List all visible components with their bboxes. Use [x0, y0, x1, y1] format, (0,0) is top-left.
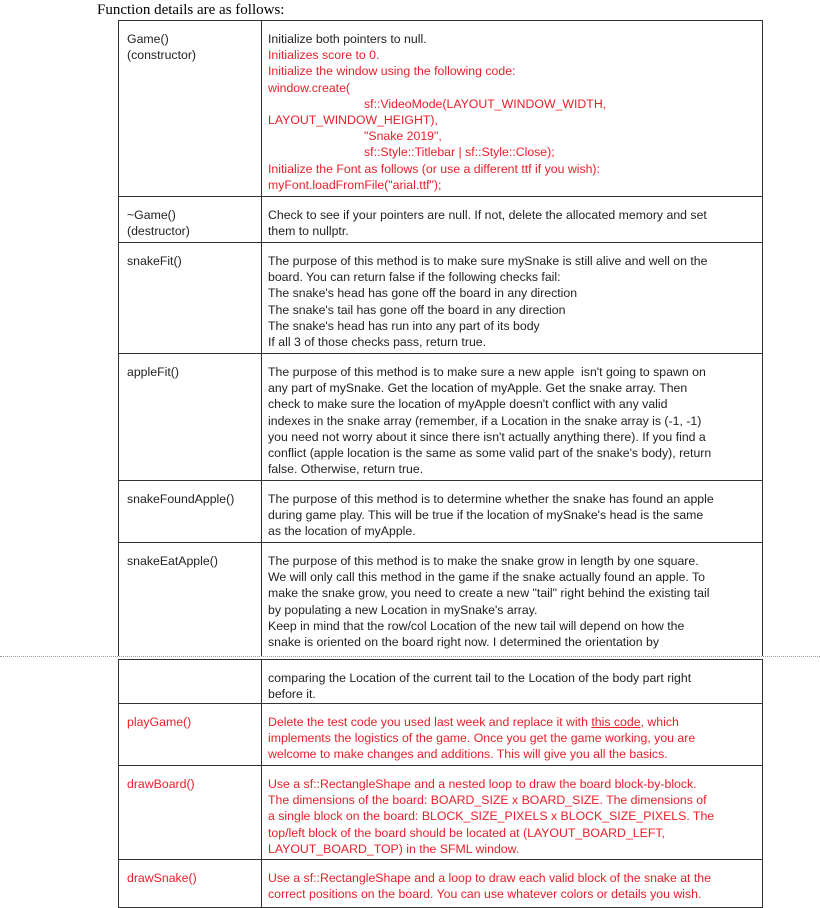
- function-name-cell: [119, 197, 262, 242]
- description-line: [268, 285, 756, 301]
- function-name-cell: [119, 21, 262, 196]
- description-line: [268, 792, 756, 808]
- description-text: you need not worry about it since there isn't actually anything there). If you find a: [268, 429, 706, 444]
- function-description-cell: [262, 860, 762, 907]
- function-description-cell: [262, 766, 762, 859]
- function-name-cell: [119, 704, 262, 765]
- description-text: implements the logistics of the game. Once you get the game working, you are: [268, 731, 696, 746]
- description-text: Use a sf::RectangleShape and a nested loop to draw the board block-by-block.: [268, 777, 697, 791]
- description-line: [268, 808, 756, 824]
- description-line: [268, 569, 756, 585]
- description-line: [268, 445, 756, 461]
- description-line: [268, 380, 756, 396]
- description-text: sf::Style::Titlebar | sf::Style::Close);: [364, 145, 555, 160]
- description-text: window.create(: [268, 80, 351, 95]
- function-name-text: drawSnake(): [127, 871, 197, 885]
- description-text: The purpose of this method is to make sure mySnake is still alive and well on the: [268, 254, 708, 268]
- description-text: as the location of myApple.: [268, 524, 416, 539]
- description-line: [268, 223, 756, 239]
- description-text: LAYOUT_WINDOW_HEIGHT),: [268, 113, 438, 128]
- description-text: Check to see if your pointers are null. If not, delete the allocated memory and set: [268, 208, 707, 222]
- description-text: , which: [640, 715, 679, 729]
- description-text: check to make sure the location of myApple doesn't conflict with any valid: [268, 397, 668, 412]
- description-line: [268, 553, 756, 569]
- function-name-text: snakeFoundApple(): [127, 492, 235, 506]
- description-line: [268, 396, 756, 412]
- description-line: [268, 714, 756, 730]
- description-text: any part of mySnake. Get the location of myApple. Get the snake array. Then: [268, 381, 688, 396]
- description-line: [268, 746, 756, 762]
- function-name-text: Game(): [127, 32, 169, 46]
- table-row: [118, 543, 763, 656]
- description-text: before it.: [268, 687, 316, 702]
- description-line: [268, 302, 756, 318]
- description-line: [268, 585, 756, 601]
- table-row: [118, 481, 763, 543]
- description-line: [268, 96, 756, 112]
- description-line: [268, 870, 756, 886]
- description-line: [268, 80, 756, 96]
- description-line: [268, 364, 756, 380]
- description-text: correct positions on the board. You can use whatever colors or details you wish.: [268, 887, 702, 902]
- description-line: [268, 507, 756, 523]
- description-line: [268, 413, 756, 429]
- description-text: false. Otherwise, return true.: [268, 462, 424, 477]
- function-description-cell: [262, 543, 762, 656]
- description-line: [268, 825, 756, 841]
- function-name-text: appleFit(): [127, 365, 179, 379]
- function-name-text: snakeFit(): [127, 254, 182, 268]
- description-line: [268, 31, 756, 47]
- description-text: Keep in mind that the row/col Location of the new tail will depend on how the: [268, 618, 685, 633]
- description-line: [268, 177, 756, 193]
- function-description-cell: [262, 197, 762, 242]
- description-line: [268, 776, 756, 792]
- table-row: [118, 243, 763, 354]
- description-text: We will only call this method in the game if the snake actually found an apple. To: [268, 570, 706, 585]
- function-name-text: ~Game(): [127, 208, 176, 222]
- table-row: [118, 860, 763, 908]
- description-line: [268, 429, 756, 445]
- description-line: [268, 334, 756, 350]
- description-text: Initialize the Font as follows (or use a different ttf if you wish):: [268, 161, 600, 176]
- description-text: Initialize the window using the following code:: [268, 64, 516, 79]
- description-text: LAYOUT_BOARD_TOP) in the SFML window.: [268, 841, 520, 856]
- description-line: [268, 461, 756, 477]
- table-row: [118, 704, 763, 766]
- description-line: [268, 63, 756, 79]
- function-name-cell: [119, 543, 262, 656]
- description-line: [268, 886, 756, 902]
- description-line: [268, 602, 756, 618]
- section-heading: Function details are as follows:: [97, 2, 285, 18]
- description-text: welcome to make changes and additions. This will give you all the basics.: [268, 747, 668, 762]
- description-line: [268, 670, 756, 686]
- description-text: comparing the Location of the current tail to the Location of the body part right: [268, 671, 692, 685]
- description-text: The snake's head has gone off the board in any direction: [268, 286, 578, 301]
- description-text: Initializes score to 0.: [268, 48, 380, 63]
- function-name-cell: [119, 766, 262, 859]
- function-name-cell: [119, 660, 262, 703]
- description-line: [268, 618, 756, 634]
- function-name-text: snakeEatApple(): [127, 554, 218, 568]
- table-row: [118, 766, 763, 860]
- description-text: sf::VideoMode(LAYOUT_WINDOW_WIDTH,: [364, 96, 607, 111]
- function-description-cell: [262, 660, 762, 703]
- description-line: [268, 207, 756, 223]
- description-text: board. You can return false if the following checks fail:: [268, 270, 561, 285]
- table-row: [118, 197, 763, 243]
- function-description-cell: [262, 243, 762, 353]
- description-line: [268, 161, 756, 177]
- description-text: The purpose of this method is to make the snake grow in length by one square.: [268, 554, 699, 568]
- description-line: [268, 112, 756, 128]
- table-row: [118, 659, 763, 704]
- description-line: [268, 144, 756, 160]
- description-line: [268, 318, 756, 334]
- description-text: snake is oriented on the board right now. I determined the orientation by: [268, 635, 660, 650]
- function-name-cell: [119, 243, 262, 353]
- description-text: by populating a new Location in mySnake's array.: [268, 602, 538, 617]
- description-line: [268, 730, 756, 746]
- function-name-text: playGame(): [127, 715, 192, 729]
- description-text: If all 3 of those checks pass, return true.: [268, 335, 487, 350]
- description-line: [268, 491, 756, 507]
- page-break-divider: [0, 656, 820, 657]
- function-name-cell: [119, 354, 262, 480]
- description-line: [268, 841, 756, 857]
- description-text: Use a sf::RectangleShape and a loop to draw each valid block of the snake at the: [268, 871, 711, 885]
- description-text: a single block on the board: BLOCK_SIZE_PIXELS x BLOCK_SIZE_PIXELS. The: [268, 809, 715, 824]
- description-text: Initialize both pointers to null.: [268, 32, 427, 46]
- function-description-cell: [262, 21, 762, 196]
- table-row: [118, 354, 763, 481]
- function-name-text: drawBoard(): [127, 777, 195, 791]
- description-text: The purpose of this method is to determine whether the snake has found an apple: [268, 492, 714, 506]
- description-text: myFont.loadFromFile("arial.ttf");: [268, 177, 442, 192]
- description-text: conflict (apple location is the same as some valid part of the snake's body), return: [268, 446, 712, 461]
- this-code-link[interactable]: this code: [591, 715, 641, 729]
- description-text: The purpose of this method is to make sure a new apple isn't going to spawn on: [268, 365, 706, 379]
- function-name-text: (destructor): [127, 224, 190, 239]
- description-text: indexes in the snake array (remember, if a Location in the snake array is (-1, -1): [268, 413, 702, 428]
- description-line: [268, 269, 756, 285]
- description-line: [268, 47, 756, 63]
- description-text: top/left block of the board should be located at (LAYOUT_BOARD_LEFT,: [268, 825, 665, 840]
- function-description-cell: [262, 704, 762, 765]
- description-text: Delete the test code you used last week and replace it with: [268, 715, 592, 729]
- function-description-cell: [262, 481, 762, 542]
- description-line: [268, 128, 756, 144]
- function-name-cell: [119, 860, 262, 907]
- description-text: The snake's head has run into any part of its body: [268, 318, 540, 333]
- function-name-text: (constructor): [127, 48, 197, 63]
- description-line: [268, 686, 756, 702]
- description-text: The snake's tail has gone off the board in any direction: [268, 302, 566, 317]
- description-text: "Snake 2019",: [364, 129, 442, 144]
- description-text: make the snake grow, you need to create a new "tail" right behind the existing tail: [268, 586, 710, 601]
- description-line: [268, 634, 756, 650]
- description-text: during game play. This will be true if the location of mySnake's head is the same: [268, 508, 704, 523]
- description-text: The dimensions of the board: BOARD_SIZE x BOARD_SIZE. The dimensions of: [268, 793, 707, 808]
- description-line: [268, 253, 756, 269]
- function-name-cell: [119, 481, 262, 542]
- description-text: them to nullptr.: [268, 224, 349, 239]
- function-description-cell: [262, 354, 762, 480]
- table-row: [118, 20, 763, 197]
- description-line: [268, 523, 756, 539]
